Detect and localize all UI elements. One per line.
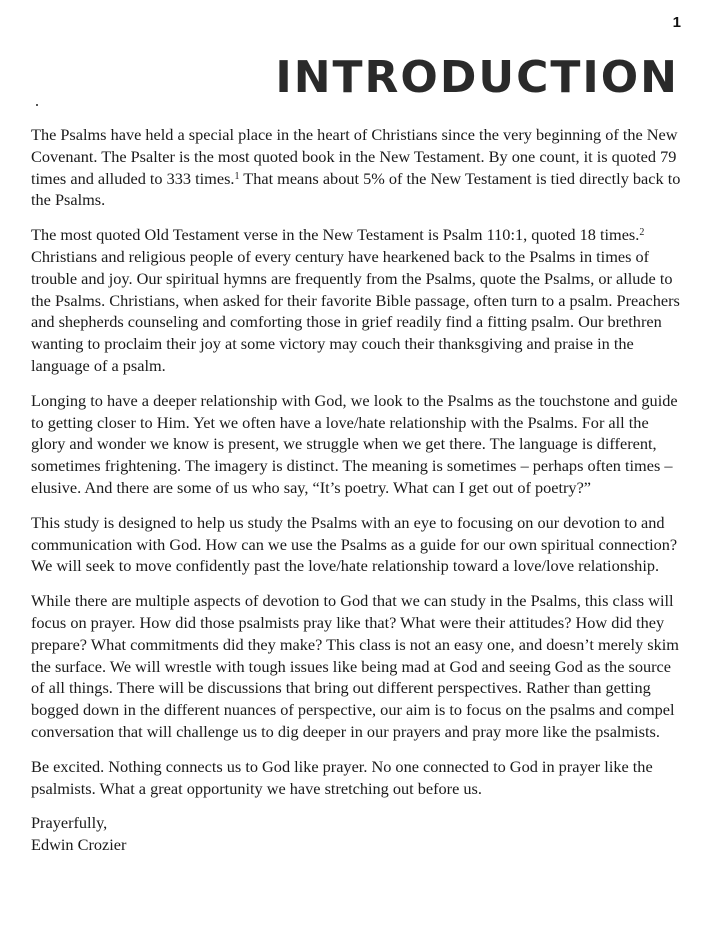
paragraph-6: Be excited. Nothing connects us to God like prayer. No one connected to God in prayer like the psalmists. What a great opportunity we have stretching out before us. xyxy=(31,756,653,798)
paragraph-text: That means about 5% of the New Testament is tied directly back to the Psalms. xyxy=(31,168,681,210)
author-name: Edwin Crozier xyxy=(31,835,127,855)
paragraph-2 xyxy=(31,224,681,377)
stray-mark xyxy=(36,104,38,106)
footnote-ref-1: 1 xyxy=(234,170,240,182)
paragraph-3: Longing to have a deeper relationship with God, we look to the Psalms as the touchstone and guide to getting closer to Him. Yet we often have a love/hate relationship with the Psalms. For all the glory and wonder we know is present, we struggle when we get there. The language is different, sometimes frightening. The imagery is distinct. The meaning is sometimes – perhaps often times – elusive. And there are some of us who say, “It’s poetry. What can I get out of poetry?” xyxy=(31,390,678,497)
page-title: INTRODUCTION xyxy=(275,52,679,103)
paragraph-4: This study is designed to help us study the Psalms with an eye to focusing on our devotion to and communication with God. How can we use the Psalms as a guide for our own spiritual connection? We will seek to move confidently past the love/hate relationship toward a love/love relationship. xyxy=(31,512,678,576)
body-text xyxy=(31,124,681,856)
salutation: Prayerfully, xyxy=(31,813,108,833)
closing-block xyxy=(31,812,681,856)
paragraph-text: The Psalms have held a special place in the heart of Christians since the very beginning of the New Covenant. The Psalter is the most quoted book in the New Testament. By one count, it is quoted 79 times and alluded to 333 times. xyxy=(31,125,678,188)
footnote-ref-2: 2 xyxy=(639,227,645,239)
page-number: 1 xyxy=(672,14,681,31)
paragraph-text: The most quoted Old Testament verse in the New Testament is Psalm 110:1, quoted 18 times. xyxy=(31,225,640,245)
paragraph-5: While there are multiple aspects of devotion to God that we can study in the Psalms, this class will focus on prayer. How did those psalmists pray like that? What were their attitudes? How did they prepare? What commitments did they make? This class is not an easy one, and doesn’t merely skim the surface. We will wrestle with tough issues like being mad at God and seeing God as the source of all things. There will be discussions that bring out different perspectives. Rather than getting bogged down in the different nuances of perspective, our aim is to focus on the psalms and compel conversation that will challenge us to dig deeper in our prayers and pray more like the psalmists. xyxy=(31,591,679,741)
paragraph-text: Christians and religious people of every century have hearkened back to the Psalms in times of trouble and joy. Our spiritual hymns are frequently from the Psalms, quote the Psalms, or allude to the Psalms. Christians, when asked for their favorite Bible passage, often turn to a psalm. Preachers and shepherds counseling and comforting those in grief readily find a fitting psalm. Our brethren wanting to proclaim their joy at some victory may couch their thanksgiving and praise in the language of a psalm. xyxy=(31,246,680,375)
paragraph-1 xyxy=(31,124,681,211)
